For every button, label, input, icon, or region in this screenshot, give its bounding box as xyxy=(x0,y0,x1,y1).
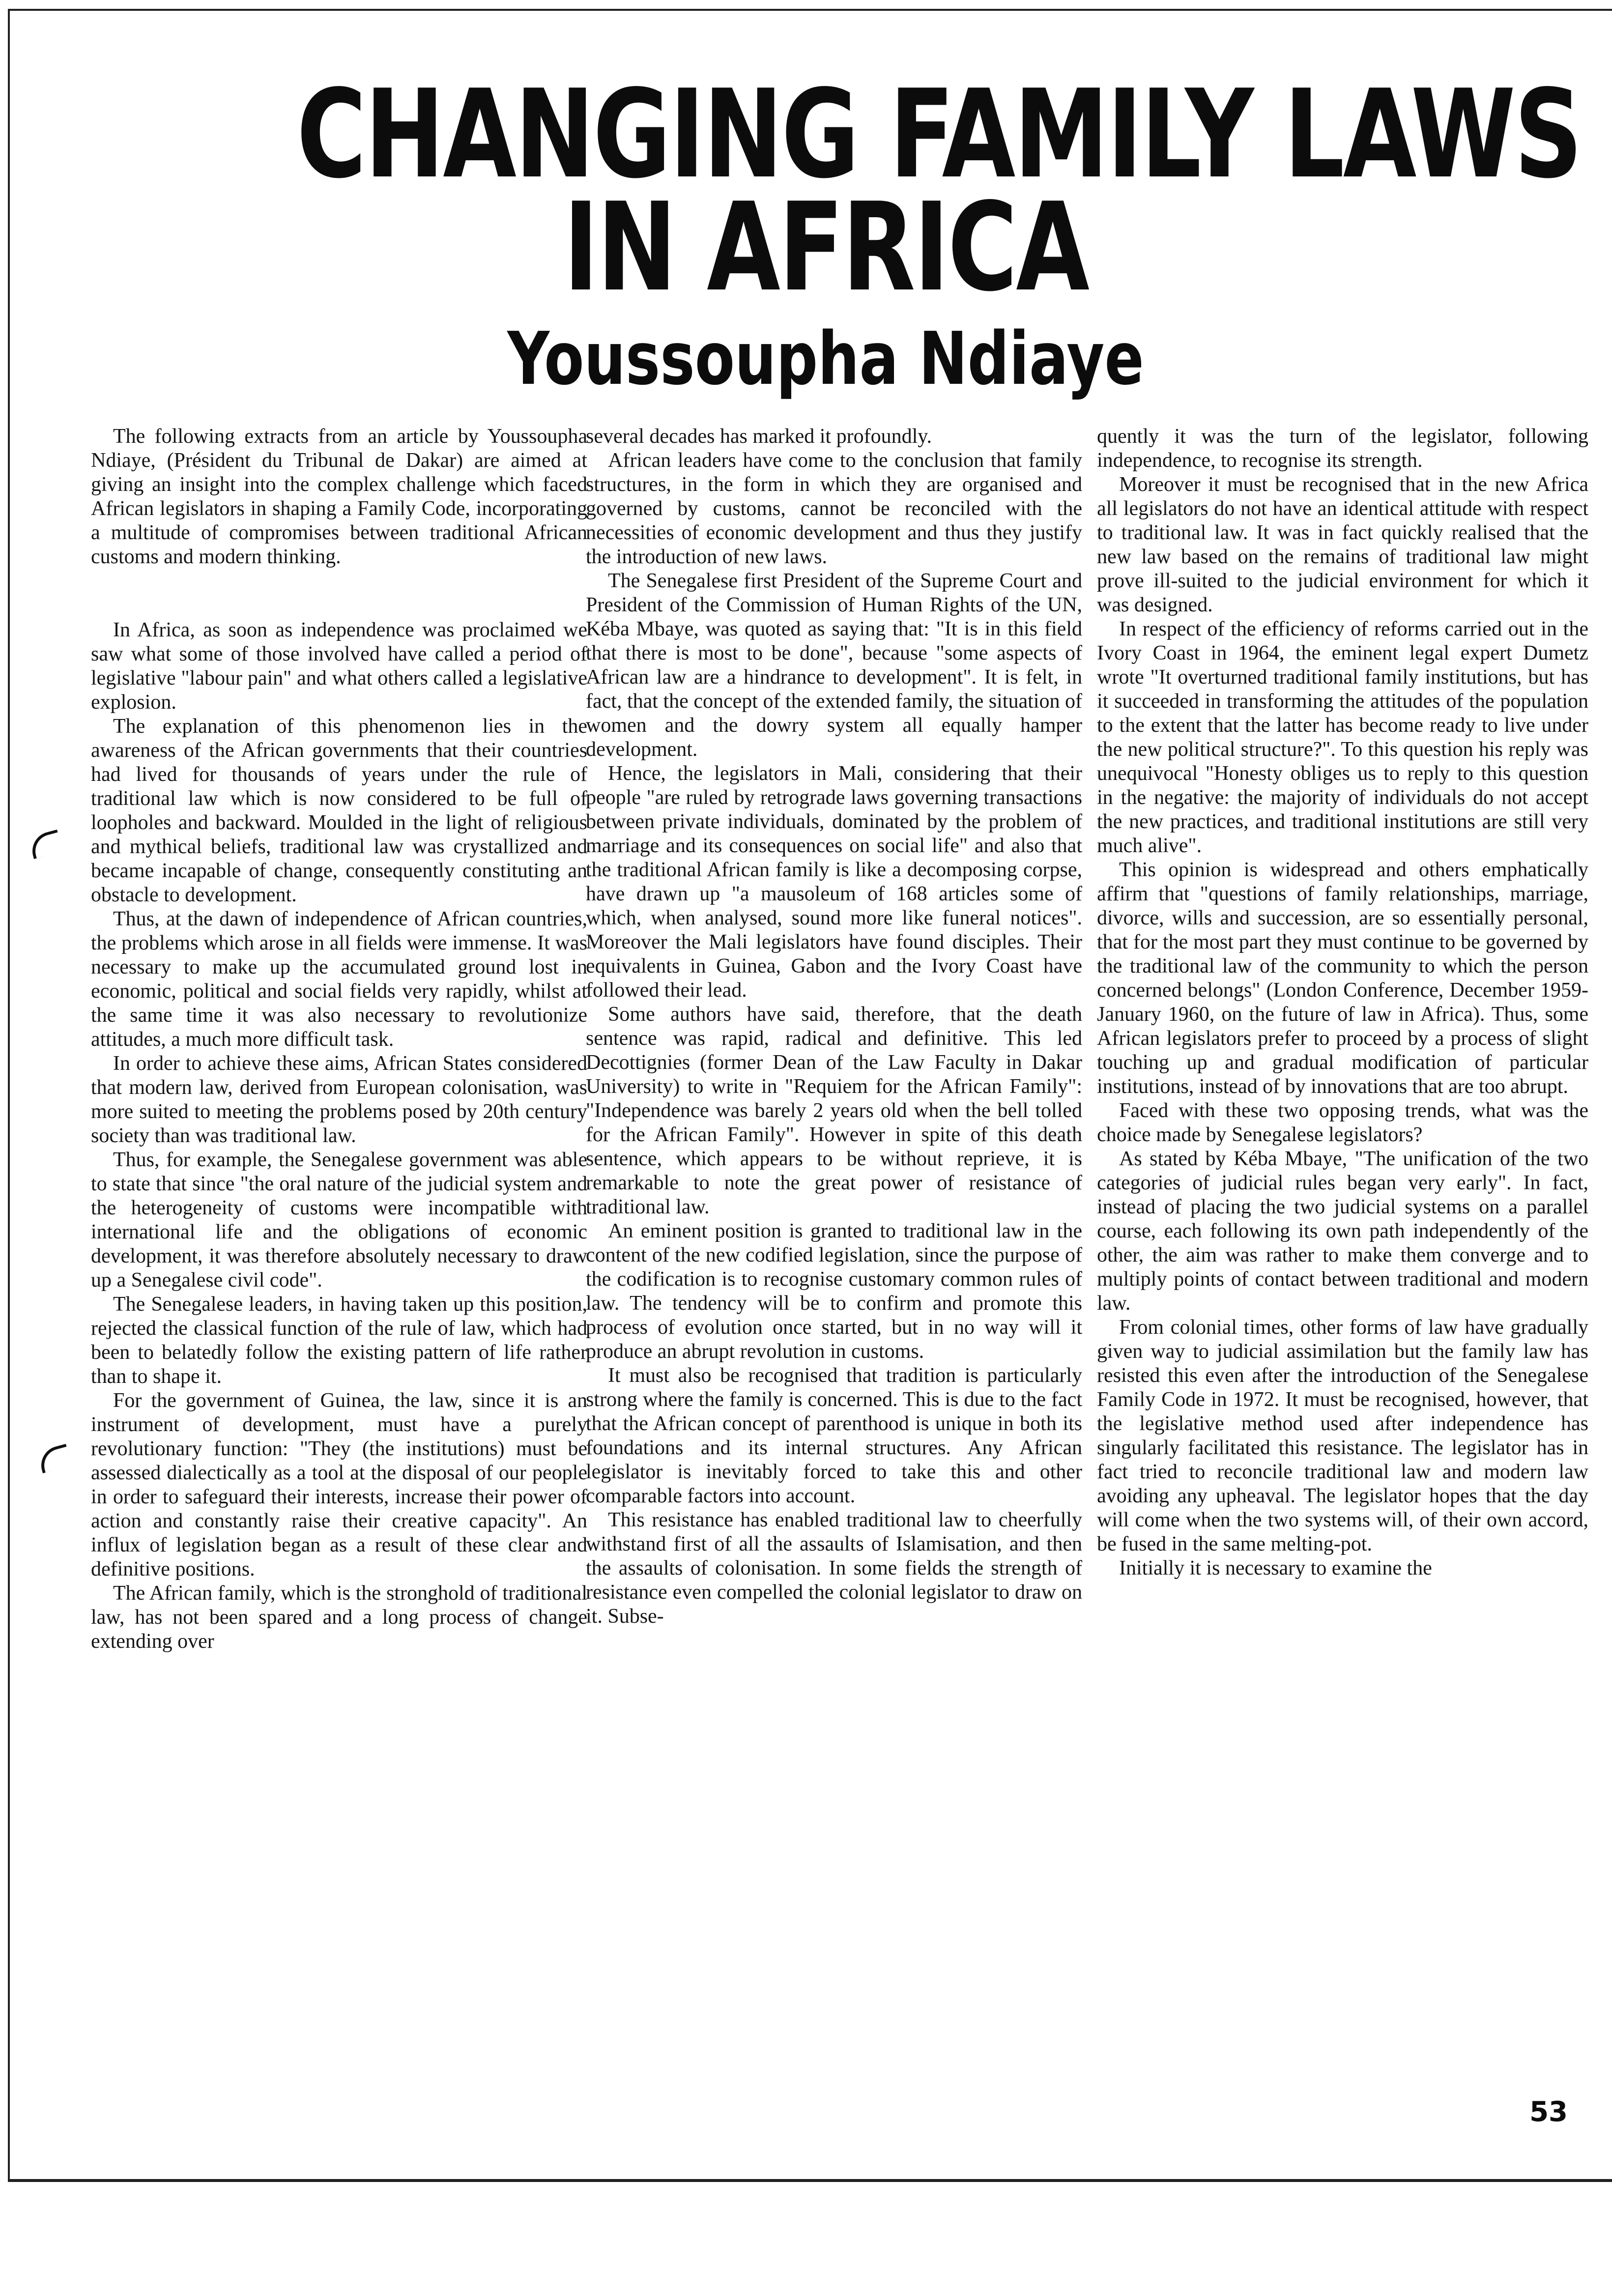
body-paragraph: Moreover it must be recognised that in the new Africa all legislators do not have an identical attitude with respect to traditional law. It was in fact quickly realised that the new law based on the remains of traditional law might prove ill-suited to the judicial environment for which it was designed. xyxy=(1097,473,1588,616)
body-paragraph: Initially it is necessary to examine the xyxy=(1119,1557,1432,1579)
intro-paragraph: The following extracts from an article by Youssoupha Ndiaye, (Président du Tribunal de Dakar) are aimed at giving an insight into the complex challenge which faced African legislators in shaping a Family Code, incorporating a multitude of compromises between traditional African customs and modern thinking. xyxy=(91,425,587,568)
body-paragraph: This resistance has enabled traditional law to cheerfully withstand first of all the assaults of Islamisation, and then the assaults of colonisation. In some fields the strength of resistance even compelled the colonial legislator to draw on it. Subse- xyxy=(586,1509,1082,1628)
article-title-line-2: IN AFRICA xyxy=(563,177,1088,318)
text-column-1 xyxy=(91,425,587,1654)
margin-mark xyxy=(37,1444,72,1473)
body-paragraph: The explanation of this phenomenon lies in the awareness of the African governments that their countries had lived for thousands of years under the rule of traditional law which is now considered to be full of loopholes and backward. Moulded in the light of religious and mythical beliefs, traditional law was crystallized and became incapable of change, consequently constituting an obstacle to development. xyxy=(91,715,587,906)
body-paragraph: several decades has marked it profoundly. xyxy=(586,425,932,448)
body-paragraph: Some authors have said, therefore, that the death sentence was rapid, radical and definitive. This led Decottignies (former Dean of the Law Faculty in Dakar University) to write in "Requiem for the African Family": "Independence was barely 2 years old when the bell tolled for the African Family". However in spite of this death sentence, which appears to be without reprieve, it is remarkable to note the great power of resistance of traditional law. xyxy=(586,1003,1082,1218)
body-paragraph: The African family, which is the stronghold of traditional law, has not been spared and a long process of change extending over xyxy=(91,1582,587,1653)
body-paragraph: From colonial times, other forms of law have gradually given way to judicial assimilation but the family law has resisted this even after the introduction of the Senegalese Family Code in 1972. It must be recognised, however, that the legislative method used after independence has singularly facilitated this resistance. The legislator has in fact tried to reconcile traditional law and modern law avoiding any upheaval. The legislator hopes that the day will come when the two systems will, of their own accord, be fused in the same melting-pot. xyxy=(1097,1316,1588,1555)
article-author: Youssoupha Ndiaye xyxy=(507,316,1144,401)
body-paragraph: In Africa, as soon as independence was proclaimed we saw what some of those involved have called a period of legislative "labour pain" and what others called a legislative explosion. xyxy=(91,619,587,714)
body-paragraph: This opinion is widespread and others emphatically affirm that "questions of family relationships, marriage, divorce, wills and succession, are so essentially personal, that for the most part they must continue to be governed by the traditional law of the community to which the person concerned belongs" (London Conference, December 1959-January 1960, on the future of law in Africa). Thus, some African legislators prefer to proceed by a process of slight touching up and gradual modification of particular institutions, instead of by innovations that are too abrupt. xyxy=(1097,859,1588,1098)
body-paragraph: quently it was the turn of the legislator, following independence, to recognise its strength. xyxy=(1097,425,1588,472)
body-paragraph: In order to achieve these aims, African States considered that modern law, derived from European colonisation, was more suited to meeting the problems posed by 20th century society than was traditional law. xyxy=(91,1052,587,1147)
bottom-border-rule xyxy=(8,2179,1612,2182)
body-paragraph: The Senegalese leaders, in having taken up this position, rejected the classical function of the rule of law, which had been to belatedly follow the existing pattern of life rather than to shape it. xyxy=(91,1293,587,1388)
page-number: 53 xyxy=(1529,2096,1568,2128)
body-paragraph: African leaders have come to the conclusion that family structures, in the form in which they are organised and governed by customs, cannot be reconciled with the necessities of economic development and thus they justify the introduction of new laws. xyxy=(586,449,1082,568)
body-paragraph: It must also be recognised that tradition is particularly strong where the family is concerned. This is due to the fact that the African concept of parenthood is unique in both its foundations and its internal structures. Any African legislator is inevitably forced to take this and other comparable factors into account. xyxy=(586,1364,1082,1507)
body-paragraph: Hence, the legislators in Mali, considering that their people "are ruled by retrograde laws governing transactions between private individuals, dominated by the problem of marriage and its consequences on social life" and also that the traditional African family is like a decomposing corpse, have drawn up "a mausoleum of 168 articles some of which, when analysed, sound more like funeral notices". Moreover the Mali legislators have found disciples. Their equivalents in Guinea, Gabon and the Ivory Coast have followed their lead. xyxy=(586,762,1082,1002)
body-paragraph: Thus, for example, the Senegalese government was able to state that since "the oral nature of the judicial system and the heterogeneity of customs were incompatible with international life and the obligations of economic development, it was therefore absolutely necessary to draw up a Senegalese civil code". xyxy=(91,1148,587,1292)
body-paragraph: As stated by Kéba Mbaye, "The unification of the two categories of judicial rules began very early". In fact, instead of placing the two judicial systems on a parallel course, each following its own path independently of the other, the aim was rather to make them converge and to multiply points of contact between traditional and modern law. xyxy=(1097,1148,1588,1315)
body-paragraph: The Senegalese first President of the Supreme Court and President of the Commission of Human Rights of the UN, Kéba Mbaye, was quoted as saying that: "It is in this field that there is most to be done", because "some aspects of African law are a hindrance to development". It is felt, in fact, that the concept of the extended family, the situation of women and the dowry system all equally hamper development. xyxy=(586,570,1082,761)
body-paragraph: Thus, at the dawn of independence of African countries, the problems which arose in all fields were immense. It was necessary to make up the accumulated ground lost in economic, political and social fields very rapidly, whilst at the same time it was also necessary to revolutionize attitudes, a much more difficult task. xyxy=(91,908,587,1051)
body-paragraph: In respect of the efficiency of reforms carried out in the Ivory Coast in 1964, the eminent legal expert Dumetz wrote "It overturned traditional family institutions, but has it succeeded in transforming the attitudes of the population to the extent that the latter has become ready to live under the new political structure?". To this question his reply was unequivocal "Honesty obliges us to reply to this question in the negative: the majority of individuals do not accept the new practices, and traditional institutions are still very much alive". xyxy=(1097,618,1588,857)
body-paragraph: For the government of Guinea, the law, since it is an instrument of development, must have a purely revolutionary function: "They (the institutions) must be assessed dialectically as a tool at the disposal of our people in order to safeguard their interests, increase their power of action and constantly raise their creative capacity". An influx of legislation began as a result of these clear and definitive positions. xyxy=(91,1389,587,1580)
text-column-3 xyxy=(1097,425,1588,1580)
article-header xyxy=(147,64,1582,401)
top-border-rule xyxy=(10,9,1612,11)
body-paragraph: Faced with these two opposing trends, what was the choice made by Senegalese legislators? xyxy=(1097,1099,1588,1146)
body-paragraph: An eminent position is granted to traditional law in the content of the new codified legislation, since the purpose of the codification is to recognise customary common rules of law. The tendency will be to confirm and promote this process of evolution once started, but in no way will it produce an abrupt revolution in customs. xyxy=(586,1220,1082,1363)
article-title-line-1: CHANGING FAMILY LAWS xyxy=(296,64,1582,205)
text-column-2 xyxy=(586,425,1082,1629)
left-border-rule xyxy=(8,9,10,2181)
margin-mark xyxy=(28,830,63,859)
